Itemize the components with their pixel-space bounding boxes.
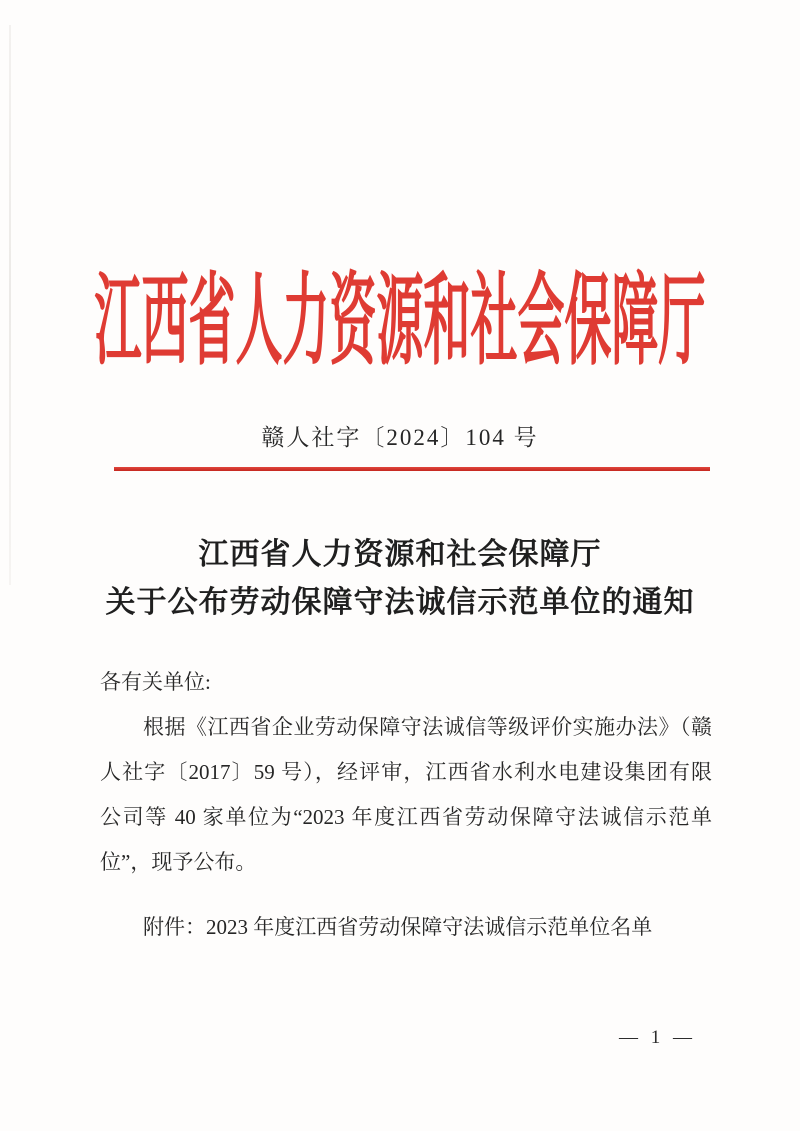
body-text-line: 人社字〔2017〕59 号），经评审，江西省水利水电建设集团有限 <box>100 760 712 784</box>
red-divider-line <box>114 467 710 471</box>
title-line-2: 关于公布劳动保障守法诚信示范单位的通知 <box>105 586 695 619</box>
letterhead-banner <box>0 263 800 381</box>
page-number: — 1 — <box>619 1027 696 1048</box>
salutation-line: 各有关单位: <box>100 670 211 694</box>
attachment-line: 附件：2023 年度江西省劳动保障守法诚信示范单位名单 <box>143 915 653 939</box>
title-line-1: 江西省人力资源和社会保障厅 <box>198 538 602 571</box>
body-text-line: 位”，现予公布。 <box>100 850 257 874</box>
agency-letterhead-text: 江西省人力资源和社会保障厅 <box>94 266 706 377</box>
document-reference-number: 赣人社字〔2024〕104 号 <box>261 425 539 450</box>
body-text-line: 公司等 40 家单位为“2023 年度江西省劳动保障守法诚信示范单 <box>100 805 712 829</box>
document-title <box>0 531 800 627</box>
document-body <box>100 660 712 885</box>
body-text-line: 根据《江西省企业劳动保障守法诚信等级评价实施办法》（赣 <box>143 715 712 739</box>
